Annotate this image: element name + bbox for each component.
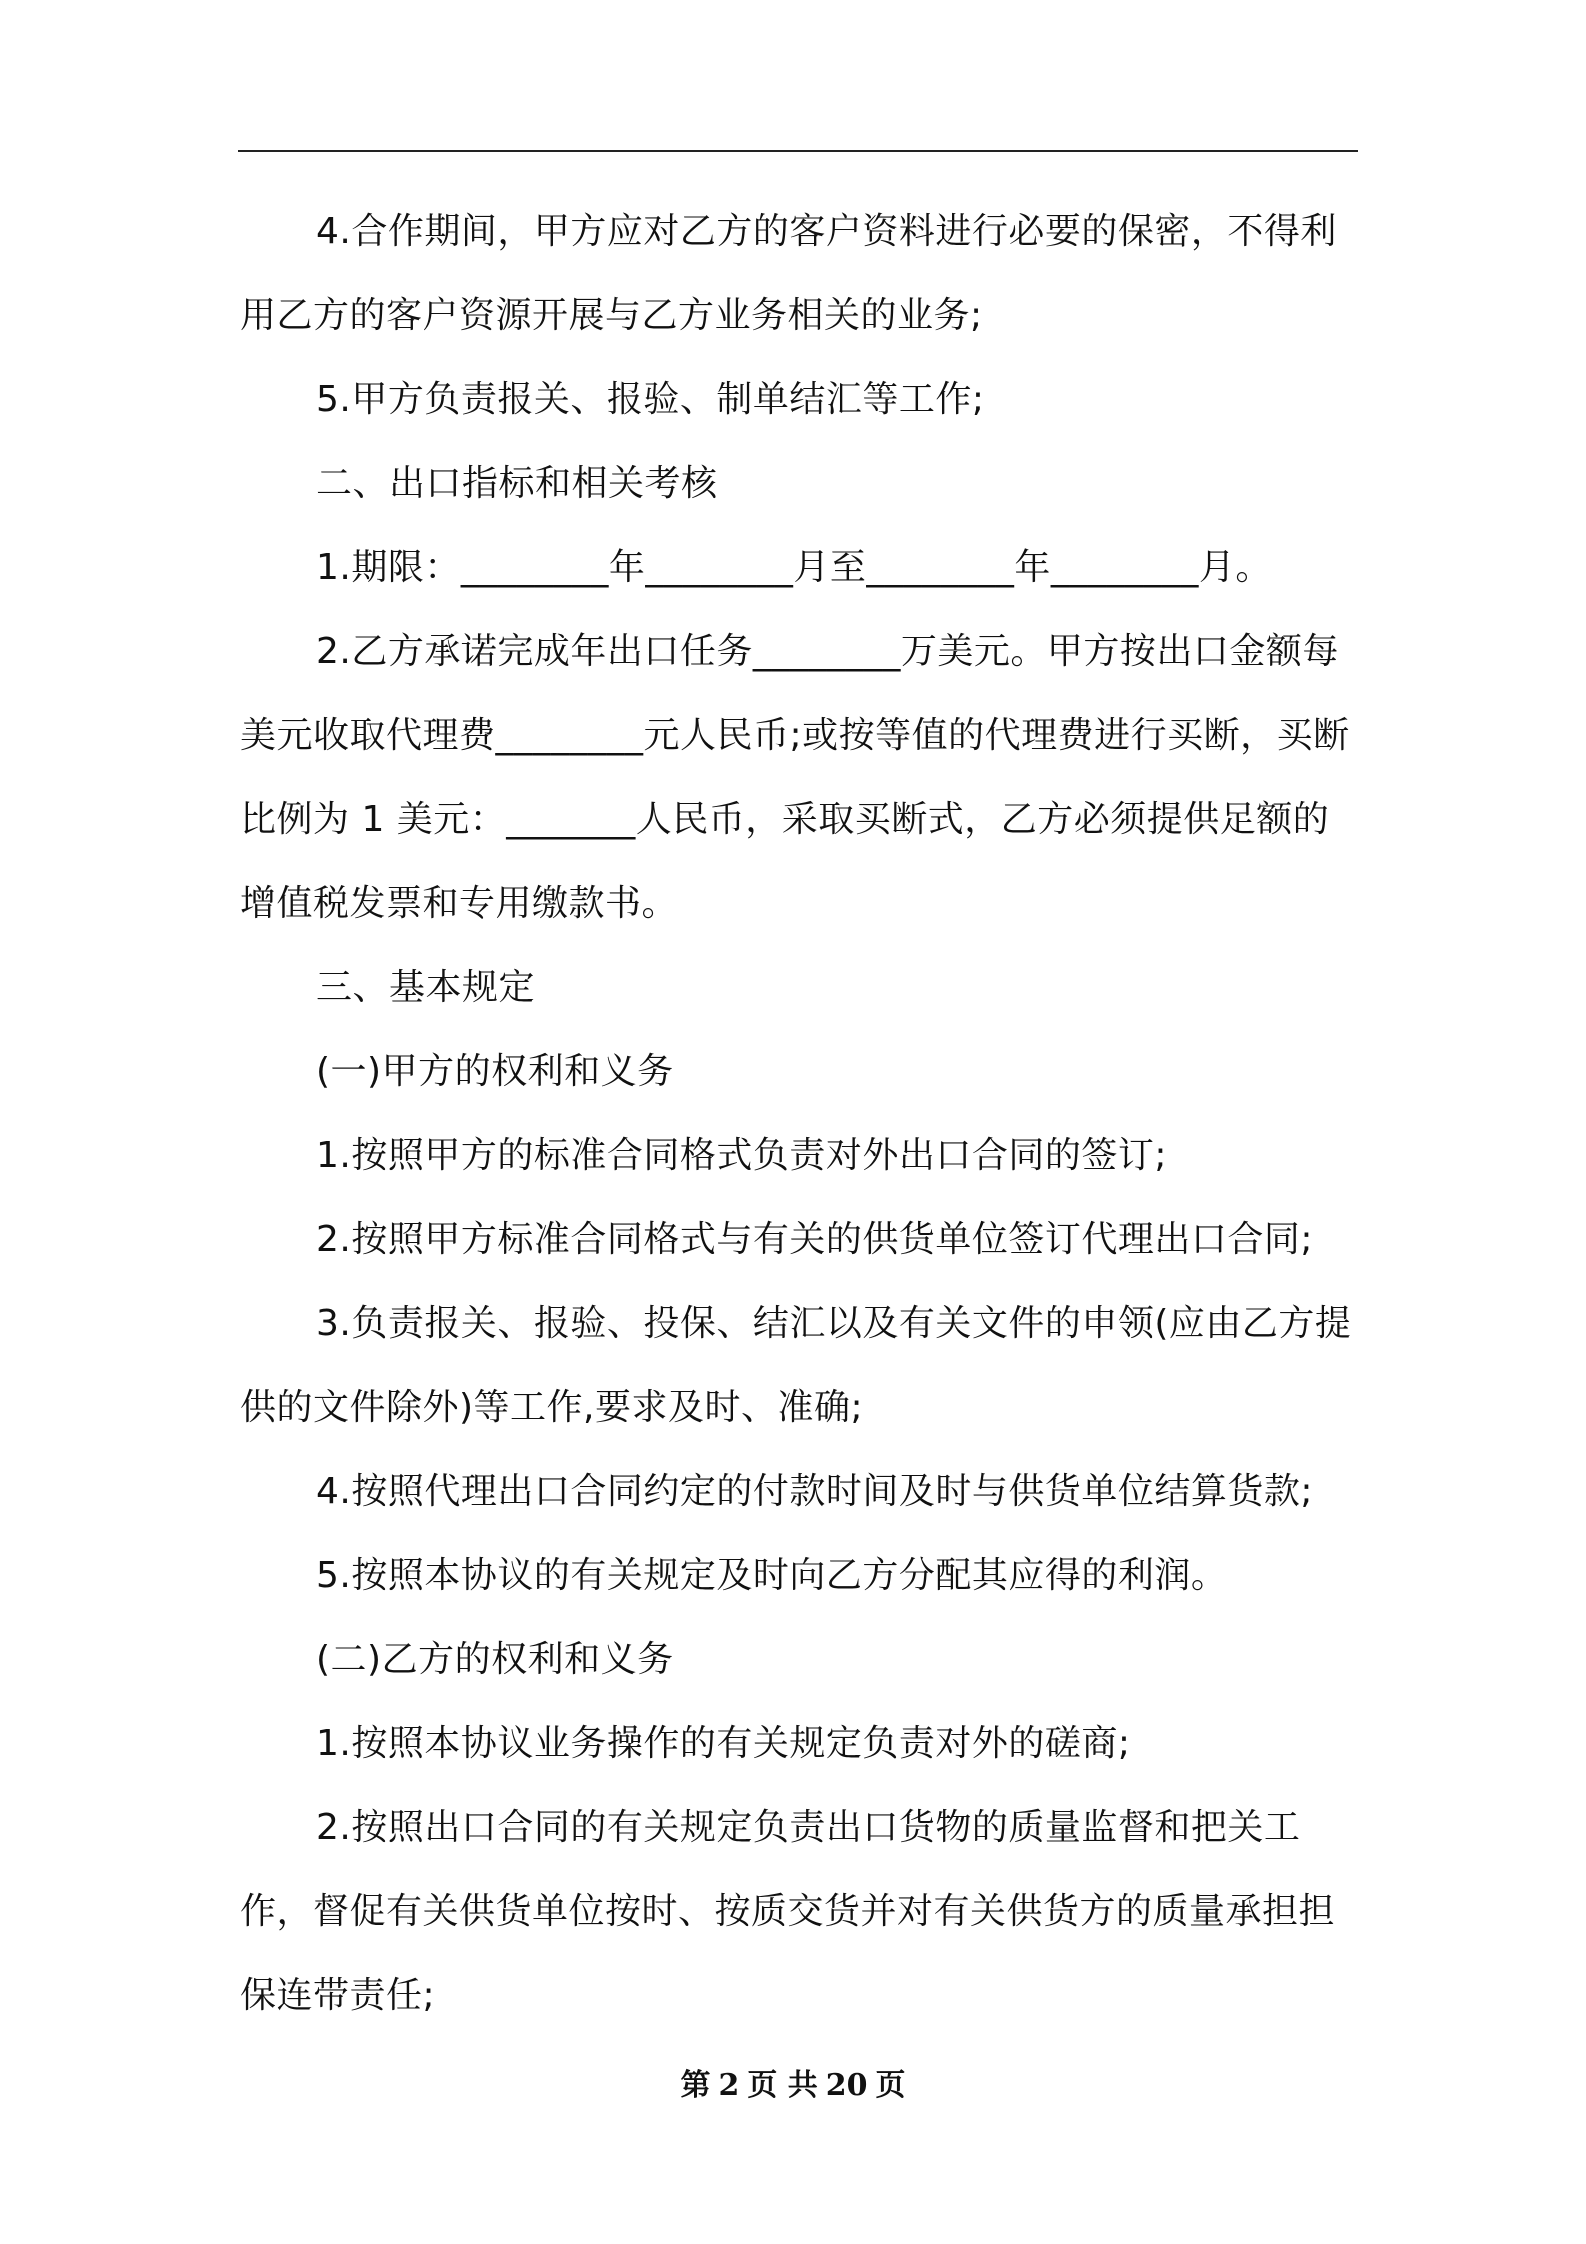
section-heading: 二、出口指标和相关考核 [316, 463, 718, 504]
document-body [240, 190, 1356, 2038]
footer-suffix: 页 [875, 2068, 906, 2103]
footer-middle: 页 共 [747, 2068, 818, 2103]
paragraph: 5.甲方负责报关、报验、制单结汇等工作; [316, 379, 985, 420]
paragraph: 5.按照本协议的有关规定及时向乙方分配其应得的利润。 [316, 1555, 1228, 1596]
paragraph: 4.按照代理出口合同约定的付款时间及时与供货单位结算货款; [316, 1471, 1313, 1512]
subsection-heading: (一)甲方的权利和义务 [316, 1051, 674, 1092]
page-footer [0, 2060, 1586, 2104]
footer-prefix: 第 [680, 2068, 711, 2103]
paragraph: 1.期限：________年________月至________年________月。 [316, 547, 1272, 588]
section-heading: 三、基本规定 [316, 967, 536, 1008]
paragraph: 1.按照本协议业务操作的有关规定负责对外的磋商; [316, 1723, 1131, 1764]
paragraph: 2.按照出口合同的有关规定负责出口货物的质量监督和把关工作，督促有关供货单位按时、按质交货并对有关供货方的质量承担担保连带责任; [240, 1807, 1336, 2016]
paragraph: 2.乙方承诺完成年出口任务________万美元。甲方按出口金额每美元收取代理费________元人民币;或按等值的代理费进行买断，买断比例为 1 美元：_______人民币，采取买断式，乙方必须提供足额的增值税发票和专用缴款书。 [240, 631, 1350, 924]
paragraph: 3.负责报关、报验、投保、结汇以及有关文件的申领(应由乙方提供的文件除外)等工作,要求及时、准确; [240, 1303, 1352, 1428]
header-rule [238, 150, 1358, 152]
paragraph: 1.按照甲方的标准合同格式负责对外出口合同的签订; [316, 1135, 1167, 1176]
subsection-heading: (二)乙方的权利和义务 [316, 1639, 674, 1680]
paragraph: 4.合作期间，甲方应对乙方的客户资料进行必要的保密，不得利用乙方的客户资源开展与乙方业务相关的业务; [240, 211, 1337, 336]
paragraph: 2.按照甲方标准合同格式与有关的供货单位签订代理出口合同; [316, 1219, 1313, 1260]
current-page-number: 2 [718, 2068, 740, 2103]
total-pages-number: 20 [825, 2068, 868, 2103]
